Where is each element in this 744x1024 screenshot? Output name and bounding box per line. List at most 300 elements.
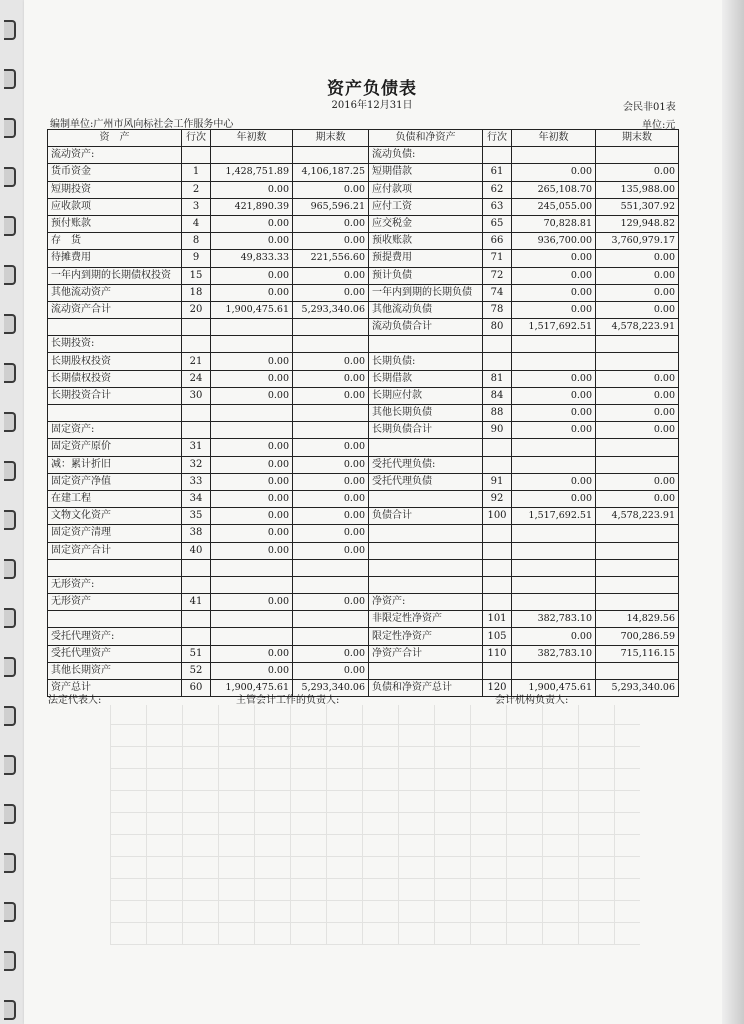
right-end-value: 3,760,979.17 xyxy=(596,233,679,250)
left-begin-value xyxy=(211,147,293,164)
left-end-value: 4,106,187.25 xyxy=(293,164,369,181)
right-begin-value: 0.00 xyxy=(512,490,596,507)
left-begin-value: 0.00 xyxy=(211,284,293,301)
left-item: 其他长期资产 xyxy=(48,662,182,679)
right-line-no xyxy=(483,439,512,456)
left-line-no: 9 xyxy=(182,250,211,267)
binding-ring xyxy=(4,20,16,40)
right-end-value: 135,988.00 xyxy=(596,181,679,198)
left-line-no: 4 xyxy=(182,215,211,232)
left-item: 长期投资: xyxy=(48,336,182,353)
table-row xyxy=(48,405,679,422)
right-begin-value xyxy=(512,353,596,370)
table-row xyxy=(48,319,679,336)
left-item: 文物文化资产 xyxy=(48,508,182,525)
form-code: 会民非01表 xyxy=(623,102,676,113)
right-line-no: 74 xyxy=(483,284,512,301)
left-end-value: 0.00 xyxy=(293,490,369,507)
binding-ring xyxy=(4,804,16,824)
right-line-no: 84 xyxy=(483,387,512,404)
left-end-value: 0.00 xyxy=(293,542,369,559)
currency-unit: 单位:元 xyxy=(642,120,676,131)
right-item: 流动负债: xyxy=(369,147,483,164)
accounting-head-label: 主管会计工作的负责人: xyxy=(236,695,340,706)
left-begin-value xyxy=(211,336,293,353)
left-begin-value: 0.00 xyxy=(211,594,293,611)
left-end-value: 0.00 xyxy=(293,645,369,662)
left-line-no: 30 xyxy=(182,387,211,404)
right-begin-value: 0.00 xyxy=(512,370,596,387)
right-line-no: 71 xyxy=(483,250,512,267)
left-end-value xyxy=(293,319,369,336)
left-end-value xyxy=(293,611,369,628)
left-begin-value: 0.00 xyxy=(211,181,293,198)
left-begin-value: 0.00 xyxy=(211,233,293,250)
right-item xyxy=(369,490,483,507)
document-title: 资产负债表 xyxy=(327,79,417,99)
left-line-no xyxy=(182,422,211,439)
left-begin-value: 421,890.39 xyxy=(211,198,293,215)
left-item: 在建工程 xyxy=(48,490,182,507)
right-line-no: 101 xyxy=(483,611,512,628)
right-line-no: 81 xyxy=(483,370,512,387)
right-begin-value: 0.00 xyxy=(512,267,596,284)
left-end-value: 221,556.60 xyxy=(293,250,369,267)
binding-ring xyxy=(4,1000,16,1020)
left-begin-value: 0.00 xyxy=(211,456,293,473)
right-begin-value: 1,517,692.51 xyxy=(512,508,596,525)
left-item: 固定资产净值 xyxy=(48,473,182,490)
right-item: 其他流动负债 xyxy=(369,301,483,318)
right-item xyxy=(369,525,483,542)
left-item: 受托代理资产: xyxy=(48,628,182,645)
right-line-no: 72 xyxy=(483,267,512,284)
table-row xyxy=(48,215,679,232)
right-begin-value: 382,783.10 xyxy=(512,611,596,628)
right-end-value xyxy=(596,542,679,559)
table-row xyxy=(48,284,679,301)
binding-ring xyxy=(4,755,16,775)
right-item: 净资产: xyxy=(369,594,483,611)
report-date: 2016年12月31日 xyxy=(331,100,413,111)
left-end-value xyxy=(293,147,369,164)
left-item: 其他流动资产 xyxy=(48,284,182,301)
left-item: 流动资产: xyxy=(48,147,182,164)
left-begin-value: 0.00 xyxy=(211,439,293,456)
right-begin-value xyxy=(512,662,596,679)
right-item: 预提费用 xyxy=(369,250,483,267)
right-item: 长期负债: xyxy=(369,353,483,370)
binding-ring xyxy=(4,118,16,138)
right-line-no: 66 xyxy=(483,233,512,250)
left-line-no: 1 xyxy=(182,164,211,181)
right-end-value xyxy=(596,147,679,164)
right-item: 长期应付款 xyxy=(369,387,483,404)
left-end-value: 5,293,340.06 xyxy=(293,301,369,318)
left-item xyxy=(48,559,182,576)
left-item xyxy=(48,405,182,422)
right-line-no: 92 xyxy=(483,490,512,507)
left-line-no: 8 xyxy=(182,233,211,250)
right-end-value xyxy=(596,439,679,456)
left-end-value xyxy=(293,422,369,439)
right-item: 非限定性净资产 xyxy=(369,611,483,628)
binding-ring xyxy=(4,363,16,383)
right-end-value: 551,307.92 xyxy=(596,198,679,215)
left-end-value xyxy=(293,559,369,576)
right-item: 受托代理负债 xyxy=(369,473,483,490)
right-begin-value: 0.00 xyxy=(512,473,596,490)
left-item xyxy=(48,611,182,628)
table-row xyxy=(48,645,679,662)
left-line-no: 38 xyxy=(182,525,211,542)
table-row xyxy=(48,439,679,456)
left-end-value: 0.00 xyxy=(293,233,369,250)
table-row xyxy=(48,508,679,525)
left-item: 一年内到期的长期债权投资 xyxy=(48,267,182,284)
table-row xyxy=(48,542,679,559)
right-item: 一年内到期的长期负债 xyxy=(369,284,483,301)
table-row xyxy=(48,680,679,697)
right-line-no: 78 xyxy=(483,301,512,318)
left-end-value xyxy=(293,576,369,593)
left-begin-value: 0.00 xyxy=(211,267,293,284)
right-line-no: 90 xyxy=(483,422,512,439)
right-item: 长期负债合计 xyxy=(369,422,483,439)
right-item xyxy=(369,336,483,353)
right-line-no: 105 xyxy=(483,628,512,645)
right-end-value: 0.00 xyxy=(596,387,679,404)
right-end-value xyxy=(596,662,679,679)
right-begin-value xyxy=(512,576,596,593)
left-end-value: 0.00 xyxy=(293,370,369,387)
right-begin-value: 70,828.81 xyxy=(512,215,596,232)
left-end-value xyxy=(293,336,369,353)
binding-ring xyxy=(4,853,16,873)
left-item: 受托代理资产 xyxy=(48,645,182,662)
right-end-value: 0.00 xyxy=(596,422,679,439)
right-begin-value: 1,517,692.51 xyxy=(512,319,596,336)
left-end-value: 0.00 xyxy=(293,508,369,525)
left-line-no: 34 xyxy=(182,490,211,507)
left-item: 应收款项 xyxy=(48,198,182,215)
accounting-dept-label: 会计机构负责人: xyxy=(495,695,569,706)
right-begin-value xyxy=(512,559,596,576)
right-line-no: 63 xyxy=(483,198,512,215)
right-end-value xyxy=(596,525,679,542)
left-begin-value xyxy=(211,611,293,628)
table-row xyxy=(48,387,679,404)
right-item xyxy=(369,439,483,456)
right-end-value xyxy=(596,456,679,473)
left-line-no: 40 xyxy=(182,542,211,559)
table-row xyxy=(48,490,679,507)
header-begin-balance-right: 年初数 xyxy=(512,130,596,147)
left-end-value: 0.00 xyxy=(293,284,369,301)
right-begin-value xyxy=(512,525,596,542)
table-header-row xyxy=(48,130,679,147)
right-end-value: 0.00 xyxy=(596,250,679,267)
left-item: 固定资产: xyxy=(48,422,182,439)
table-row xyxy=(48,662,679,679)
right-end-value: 14,829.56 xyxy=(596,611,679,628)
left-item: 货币资金 xyxy=(48,164,182,181)
left-begin-value: 0.00 xyxy=(211,662,293,679)
left-end-value: 0.00 xyxy=(293,456,369,473)
left-line-no xyxy=(182,611,211,628)
right-item: 长期借款 xyxy=(369,370,483,387)
right-begin-value xyxy=(512,147,596,164)
left-item: 无形资产: xyxy=(48,576,182,593)
right-end-value: 715,116.15 xyxy=(596,645,679,662)
left-end-value: 5,293,340.06 xyxy=(293,680,369,697)
organization-name: 编制单位:广州市风向标社会工作服务中心 xyxy=(50,119,234,130)
left-line-no: 15 xyxy=(182,267,211,284)
left-line-no: 35 xyxy=(182,508,211,525)
right-line-no: 80 xyxy=(483,319,512,336)
right-end-value: 0.00 xyxy=(596,164,679,181)
right-begin-value xyxy=(512,336,596,353)
table-row xyxy=(48,233,679,250)
header-line-no-right: 行次 xyxy=(483,130,512,147)
left-line-no: 18 xyxy=(182,284,211,301)
binding-ring xyxy=(4,951,16,971)
left-line-no: 51 xyxy=(182,645,211,662)
left-begin-value: 0.00 xyxy=(211,215,293,232)
right-end-value: 5,293,340.06 xyxy=(596,680,679,697)
left-line-no: 2 xyxy=(182,181,211,198)
left-line-no xyxy=(182,559,211,576)
right-end-value: 0.00 xyxy=(596,490,679,507)
left-item: 短期投资 xyxy=(48,181,182,198)
left-begin-value: 0.00 xyxy=(211,542,293,559)
left-line-no xyxy=(182,576,211,593)
right-end-value xyxy=(596,353,679,370)
left-end-value: 0.00 xyxy=(293,181,369,198)
left-begin-value: 0.00 xyxy=(211,645,293,662)
table-row xyxy=(48,301,679,318)
left-begin-value: 0.00 xyxy=(211,508,293,525)
left-line-no: 32 xyxy=(182,456,211,473)
binding-ring xyxy=(4,559,16,579)
table-row xyxy=(48,576,679,593)
right-end-value: 0.00 xyxy=(596,473,679,490)
table-row xyxy=(48,473,679,490)
right-end-value xyxy=(596,594,679,611)
table-row xyxy=(48,611,679,628)
left-item: 减：累计折旧 xyxy=(48,456,182,473)
left-item: 固定资产原价 xyxy=(48,439,182,456)
right-item xyxy=(369,559,483,576)
left-item: 流动资产合计 xyxy=(48,301,182,318)
right-end-value: 0.00 xyxy=(596,405,679,422)
right-end-value: 0.00 xyxy=(596,301,679,318)
right-item: 流动负债合计 xyxy=(369,319,483,336)
right-begin-value: 0.00 xyxy=(512,628,596,645)
binding-ring xyxy=(4,412,16,432)
table-row xyxy=(48,628,679,645)
left-begin-value: 0.00 xyxy=(211,387,293,404)
right-item: 净资产合计 xyxy=(369,645,483,662)
left-end-value: 0.00 xyxy=(293,525,369,542)
right-begin-value xyxy=(512,542,596,559)
table-row xyxy=(48,525,679,542)
right-line-no: 88 xyxy=(483,405,512,422)
left-item: 资产总计 xyxy=(48,680,182,697)
header-assets: 资 产 xyxy=(48,130,182,147)
right-begin-value xyxy=(512,594,596,611)
left-end-value: 0.00 xyxy=(293,473,369,490)
right-end-value: 0.00 xyxy=(596,267,679,284)
right-line-no xyxy=(483,542,512,559)
left-item: 存 货 xyxy=(48,233,182,250)
table-row xyxy=(48,422,679,439)
left-begin-value xyxy=(211,319,293,336)
table-row xyxy=(48,594,679,611)
right-begin-value xyxy=(512,439,596,456)
right-item: 应付工资 xyxy=(369,198,483,215)
left-begin-value: 1,900,475.61 xyxy=(211,680,293,697)
right-end-value xyxy=(596,559,679,576)
left-end-value: 965,596.21 xyxy=(293,198,369,215)
right-end-value xyxy=(596,576,679,593)
left-line-no xyxy=(182,628,211,645)
binding-ring xyxy=(4,216,16,236)
left-line-no: 52 xyxy=(182,662,211,679)
right-item: 其他长期负债 xyxy=(369,405,483,422)
bleed-through-table xyxy=(110,705,640,945)
left-line-no: 41 xyxy=(182,594,211,611)
right-end-value: 0.00 xyxy=(596,370,679,387)
right-line-no: 120 xyxy=(483,680,512,697)
right-line-no xyxy=(483,336,512,353)
left-end-value: 0.00 xyxy=(293,267,369,284)
right-line-no xyxy=(483,594,512,611)
right-begin-value: 0.00 xyxy=(512,284,596,301)
left-end-value xyxy=(293,628,369,645)
binding-ring xyxy=(4,461,16,481)
left-end-value: 0.00 xyxy=(293,353,369,370)
right-item: 预计负债 xyxy=(369,267,483,284)
left-line-no: 33 xyxy=(182,473,211,490)
right-item: 负债和净资产总计 xyxy=(369,680,483,697)
left-item: 长期债权投资 xyxy=(48,370,182,387)
header-end-balance-right: 期末数 xyxy=(596,130,679,147)
left-end-value: 0.00 xyxy=(293,215,369,232)
right-item: 预收账款 xyxy=(369,233,483,250)
right-line-no xyxy=(483,456,512,473)
right-item: 应付款项 xyxy=(369,181,483,198)
right-item xyxy=(369,542,483,559)
left-begin-value xyxy=(211,405,293,422)
right-end-value xyxy=(596,336,679,353)
right-line-no xyxy=(483,576,512,593)
left-end-value: 0.00 xyxy=(293,387,369,404)
right-line-no: 100 xyxy=(483,508,512,525)
table-row xyxy=(48,267,679,284)
left-end-value: 0.00 xyxy=(293,439,369,456)
right-begin-value: 0.00 xyxy=(512,250,596,267)
binding-ring xyxy=(4,902,16,922)
binding-ring xyxy=(4,265,16,285)
left-begin-value: 0.00 xyxy=(211,353,293,370)
left-line-no: 24 xyxy=(182,370,211,387)
left-line-no xyxy=(182,147,211,164)
left-item: 待摊费用 xyxy=(48,250,182,267)
right-item xyxy=(369,662,483,679)
right-begin-value: 265,108.70 xyxy=(512,181,596,198)
right-begin-value: 0.00 xyxy=(512,405,596,422)
right-line-no: 61 xyxy=(483,164,512,181)
left-line-no xyxy=(182,319,211,336)
right-item: 受托代理负债: xyxy=(369,456,483,473)
left-line-no: 31 xyxy=(182,439,211,456)
binding-ring xyxy=(4,510,16,530)
left-line-no: 20 xyxy=(182,301,211,318)
left-item: 长期股权投资 xyxy=(48,353,182,370)
left-begin-value: 0.00 xyxy=(211,370,293,387)
left-item: 无形资产 xyxy=(48,594,182,611)
balance-sheet-table xyxy=(47,129,679,697)
right-item xyxy=(369,576,483,593)
right-line-no xyxy=(483,147,512,164)
right-line-no xyxy=(483,525,512,542)
right-end-value: 0.00 xyxy=(596,284,679,301)
right-end-value: 4,578,223.91 xyxy=(596,508,679,525)
table-row xyxy=(48,198,679,215)
left-begin-value: 1,428,751.89 xyxy=(211,164,293,181)
right-end-value: 129,948.82 xyxy=(596,215,679,232)
table-row xyxy=(48,250,679,267)
table-row xyxy=(48,164,679,181)
right-line-no xyxy=(483,353,512,370)
right-begin-value: 245,055.00 xyxy=(512,198,596,215)
right-item: 短期借款 xyxy=(369,164,483,181)
left-begin-value: 49,833.33 xyxy=(211,250,293,267)
left-begin-value xyxy=(211,628,293,645)
legal-representative-label: 法定代表人: xyxy=(48,695,102,706)
right-begin-value xyxy=(512,456,596,473)
right-begin-value: 0.00 xyxy=(512,164,596,181)
left-line-no: 3 xyxy=(182,198,211,215)
left-end-value: 0.00 xyxy=(293,594,369,611)
left-begin-value: 0.00 xyxy=(211,490,293,507)
binding-ring xyxy=(4,706,16,726)
right-item: 限定性净资产 xyxy=(369,628,483,645)
left-begin-value: 0.00 xyxy=(211,525,293,542)
right-begin-value: 0.00 xyxy=(512,301,596,318)
right-item: 应交税金 xyxy=(369,215,483,232)
left-begin-value: 1,900,475.61 xyxy=(211,301,293,318)
header-end-balance: 期末数 xyxy=(293,130,369,147)
left-item xyxy=(48,319,182,336)
left-begin-value: 0.00 xyxy=(211,473,293,490)
left-line-no: 21 xyxy=(182,353,211,370)
header-line-no: 行次 xyxy=(182,130,211,147)
binding-ring xyxy=(4,657,16,677)
left-line-no xyxy=(182,405,211,422)
right-begin-value: 382,783.10 xyxy=(512,645,596,662)
left-begin-value xyxy=(211,422,293,439)
table-row xyxy=(48,370,679,387)
right-line-no: 65 xyxy=(483,215,512,232)
left-end-value: 0.00 xyxy=(293,662,369,679)
table-row xyxy=(48,456,679,473)
left-begin-value xyxy=(211,576,293,593)
page-stack-edge xyxy=(722,0,744,1024)
header-liabilities-equity: 负债和净资产 xyxy=(369,130,483,147)
right-begin-value: 1,900,475.61 xyxy=(512,680,596,697)
